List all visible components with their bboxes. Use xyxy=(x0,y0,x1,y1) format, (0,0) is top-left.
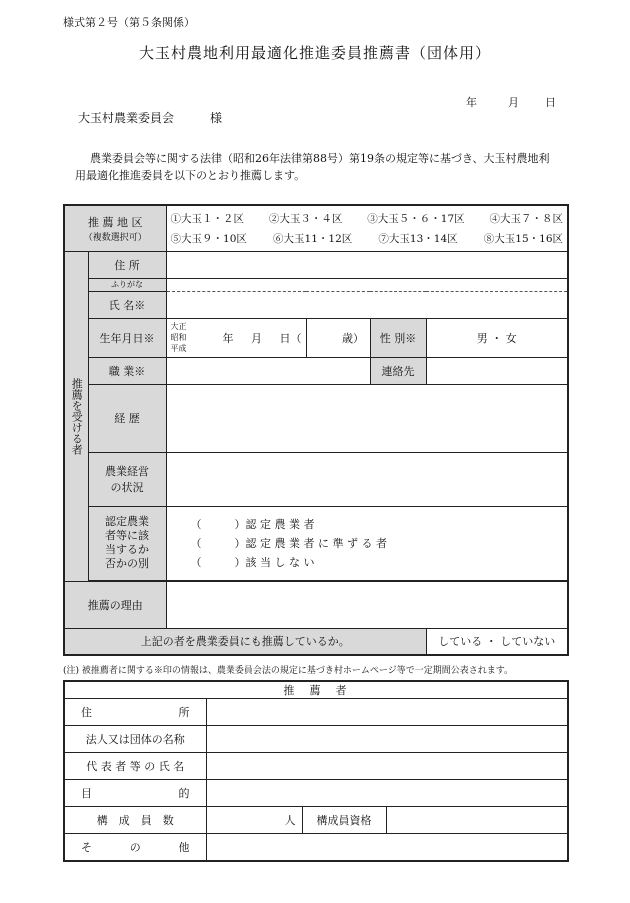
rec-members-field[interactable] xyxy=(206,807,302,834)
district-option[interactable]: ③大玉５・６・17区 xyxy=(367,212,465,225)
district-option[interactable]: ⑥大玉11・12区 xyxy=(273,232,353,245)
rec-qualification-label: 構成員資格 xyxy=(302,807,386,834)
birth-date-parts xyxy=(205,330,306,346)
also-recommended-question: 上記の者を農業委員にも推薦しているか。 xyxy=(64,628,426,655)
date-year: 年 xyxy=(466,96,477,109)
contact-field[interactable] xyxy=(426,357,568,384)
also-recommended-answer[interactable]: している ・ していない xyxy=(426,628,568,655)
intro-line-2: 用最適化推進委員を以下のとおり推薦します。 xyxy=(75,169,306,182)
reason-label: 推薦の理由 xyxy=(64,581,166,628)
farming-label-line: 農業経営 xyxy=(105,465,149,478)
district-label-text: 推 薦 地 区 xyxy=(88,215,143,229)
rec-qualification-field[interactable] xyxy=(386,807,568,834)
certified-label-line: 否かの別 xyxy=(105,557,149,570)
rec-address-label-b: 所 xyxy=(178,706,190,719)
gender-field[interactable]: 男 ・ 女 xyxy=(426,318,568,357)
address-field[interactable] xyxy=(166,251,568,278)
recommender-table xyxy=(63,680,569,862)
rec-purpose-field[interactable] xyxy=(206,780,568,807)
certified-label-line: 者等に該 xyxy=(105,529,149,542)
rec-rep-label: 代 表 者 等 の 氏 名 xyxy=(64,753,206,780)
rec-purpose-label-b: 的 xyxy=(178,787,190,800)
district-options xyxy=(166,205,568,251)
era-option[interactable]: 大正 xyxy=(170,322,187,331)
birth-age[interactable] xyxy=(306,318,370,357)
district-option[interactable]: ④大玉７・８区 xyxy=(489,212,564,225)
certified-option[interactable]: （ ）認 定 農 業 者 xyxy=(190,517,315,531)
page-title: 大玉村農地利用最適化推進委員推薦書（団体用） xyxy=(138,44,491,62)
nominee-side-text: 推薦を受ける者 xyxy=(70,377,84,455)
contact-label: 連絡先 xyxy=(370,357,426,384)
farming-field[interactable] xyxy=(166,452,568,506)
rec-rep-field[interactable] xyxy=(206,753,568,780)
rec-other-label xyxy=(64,834,206,861)
rec-other-label-b: の xyxy=(129,840,141,854)
gender-label: 性 別※ xyxy=(370,318,426,357)
district-option[interactable]: ⑤大玉９・10区 xyxy=(170,232,247,245)
nominee-side-label xyxy=(64,251,88,581)
birth-month: 月 xyxy=(251,331,263,345)
district-option[interactable]: ②大玉３・４区 xyxy=(268,212,343,225)
certified-label xyxy=(88,506,166,580)
addressee-name: 大玉村農業委員会 xyxy=(78,111,175,125)
form-number: 様式第２号（第５条関係） xyxy=(63,16,195,29)
certified-options xyxy=(166,506,568,580)
intro-line-1: 農業委員会等に関する法律（昭和26年法律第88号）第19条の規定等に基づき、大玉村農地利 xyxy=(90,152,550,165)
date-day: 日 xyxy=(545,96,556,109)
district-option[interactable]: ⑦大玉13・14区 xyxy=(378,232,458,245)
certified-label-line: 当するか xyxy=(105,543,149,556)
rec-org-field[interactable] xyxy=(206,726,568,753)
rec-address-label-a: 住 xyxy=(81,706,92,719)
birth-age-text: 歳） xyxy=(342,331,365,345)
era-list xyxy=(167,321,205,354)
occupation-label: 職 業※ xyxy=(88,357,166,384)
farming-label-line: の状況 xyxy=(110,481,144,494)
rec-purpose-label xyxy=(64,780,206,807)
rec-address-field[interactable] xyxy=(206,699,568,726)
disclosure-note: (注) 被推薦者に関する※印の情報は、農業委員会法の規定に基づき村ホームページ等で一定期間公表されます。 xyxy=(63,666,513,676)
farming-label xyxy=(88,452,166,506)
reason-field[interactable] xyxy=(166,581,568,628)
rec-purpose-label-a: 目 xyxy=(81,787,92,800)
birth-label: 生年月日※ xyxy=(88,318,166,357)
rec-members-label: 構 成 員 数 xyxy=(64,807,206,834)
certified-option[interactable]: （ ）認 定 農 業 者 に 準 ず る 者 xyxy=(190,536,387,550)
occupation-field[interactable] xyxy=(166,357,370,384)
district-option[interactable]: ⑧大玉15・16区 xyxy=(483,232,564,245)
furigana-label: ふりがな xyxy=(88,278,166,291)
district-row-1 xyxy=(171,211,564,226)
district-sublabel: （複数選択可） xyxy=(83,232,147,243)
rec-members-unit: 人 xyxy=(284,814,296,827)
nominee-form-table xyxy=(63,204,569,656)
name-label: 氏 名※ xyxy=(88,291,166,318)
district-row-2 xyxy=(171,231,564,246)
name-field[interactable] xyxy=(166,291,568,318)
certified-label-line: 認定農業 xyxy=(105,515,149,528)
district-option[interactable]: ①大玉１・２区 xyxy=(170,212,245,225)
address-label: 住 所 xyxy=(88,251,166,278)
rec-other-field[interactable] xyxy=(206,834,568,861)
rec-org-label: 法人又は団体の名称 xyxy=(64,726,206,753)
career-label: 経 歴 xyxy=(88,384,166,452)
rec-other-label-c: 他 xyxy=(178,840,190,854)
rec-other-label-a: そ xyxy=(81,840,92,854)
furigana-field[interactable] xyxy=(166,278,568,291)
certified-option[interactable]: （ ）該 当 し な い xyxy=(190,555,315,569)
rec-address-label xyxy=(64,699,206,726)
recommender-header: 推 薦 者 xyxy=(64,681,568,699)
birth-year: 年 xyxy=(222,331,234,345)
district-label xyxy=(64,205,166,251)
birth-field[interactable] xyxy=(166,318,306,357)
career-field[interactable] xyxy=(166,384,568,452)
era-option[interactable]: 昭和 xyxy=(170,333,187,342)
date-month: 月 xyxy=(508,96,519,109)
birth-day: 日（ xyxy=(279,331,302,345)
addressee-honorific: 様 xyxy=(210,111,223,125)
era-option[interactable]: 平成 xyxy=(170,344,187,353)
